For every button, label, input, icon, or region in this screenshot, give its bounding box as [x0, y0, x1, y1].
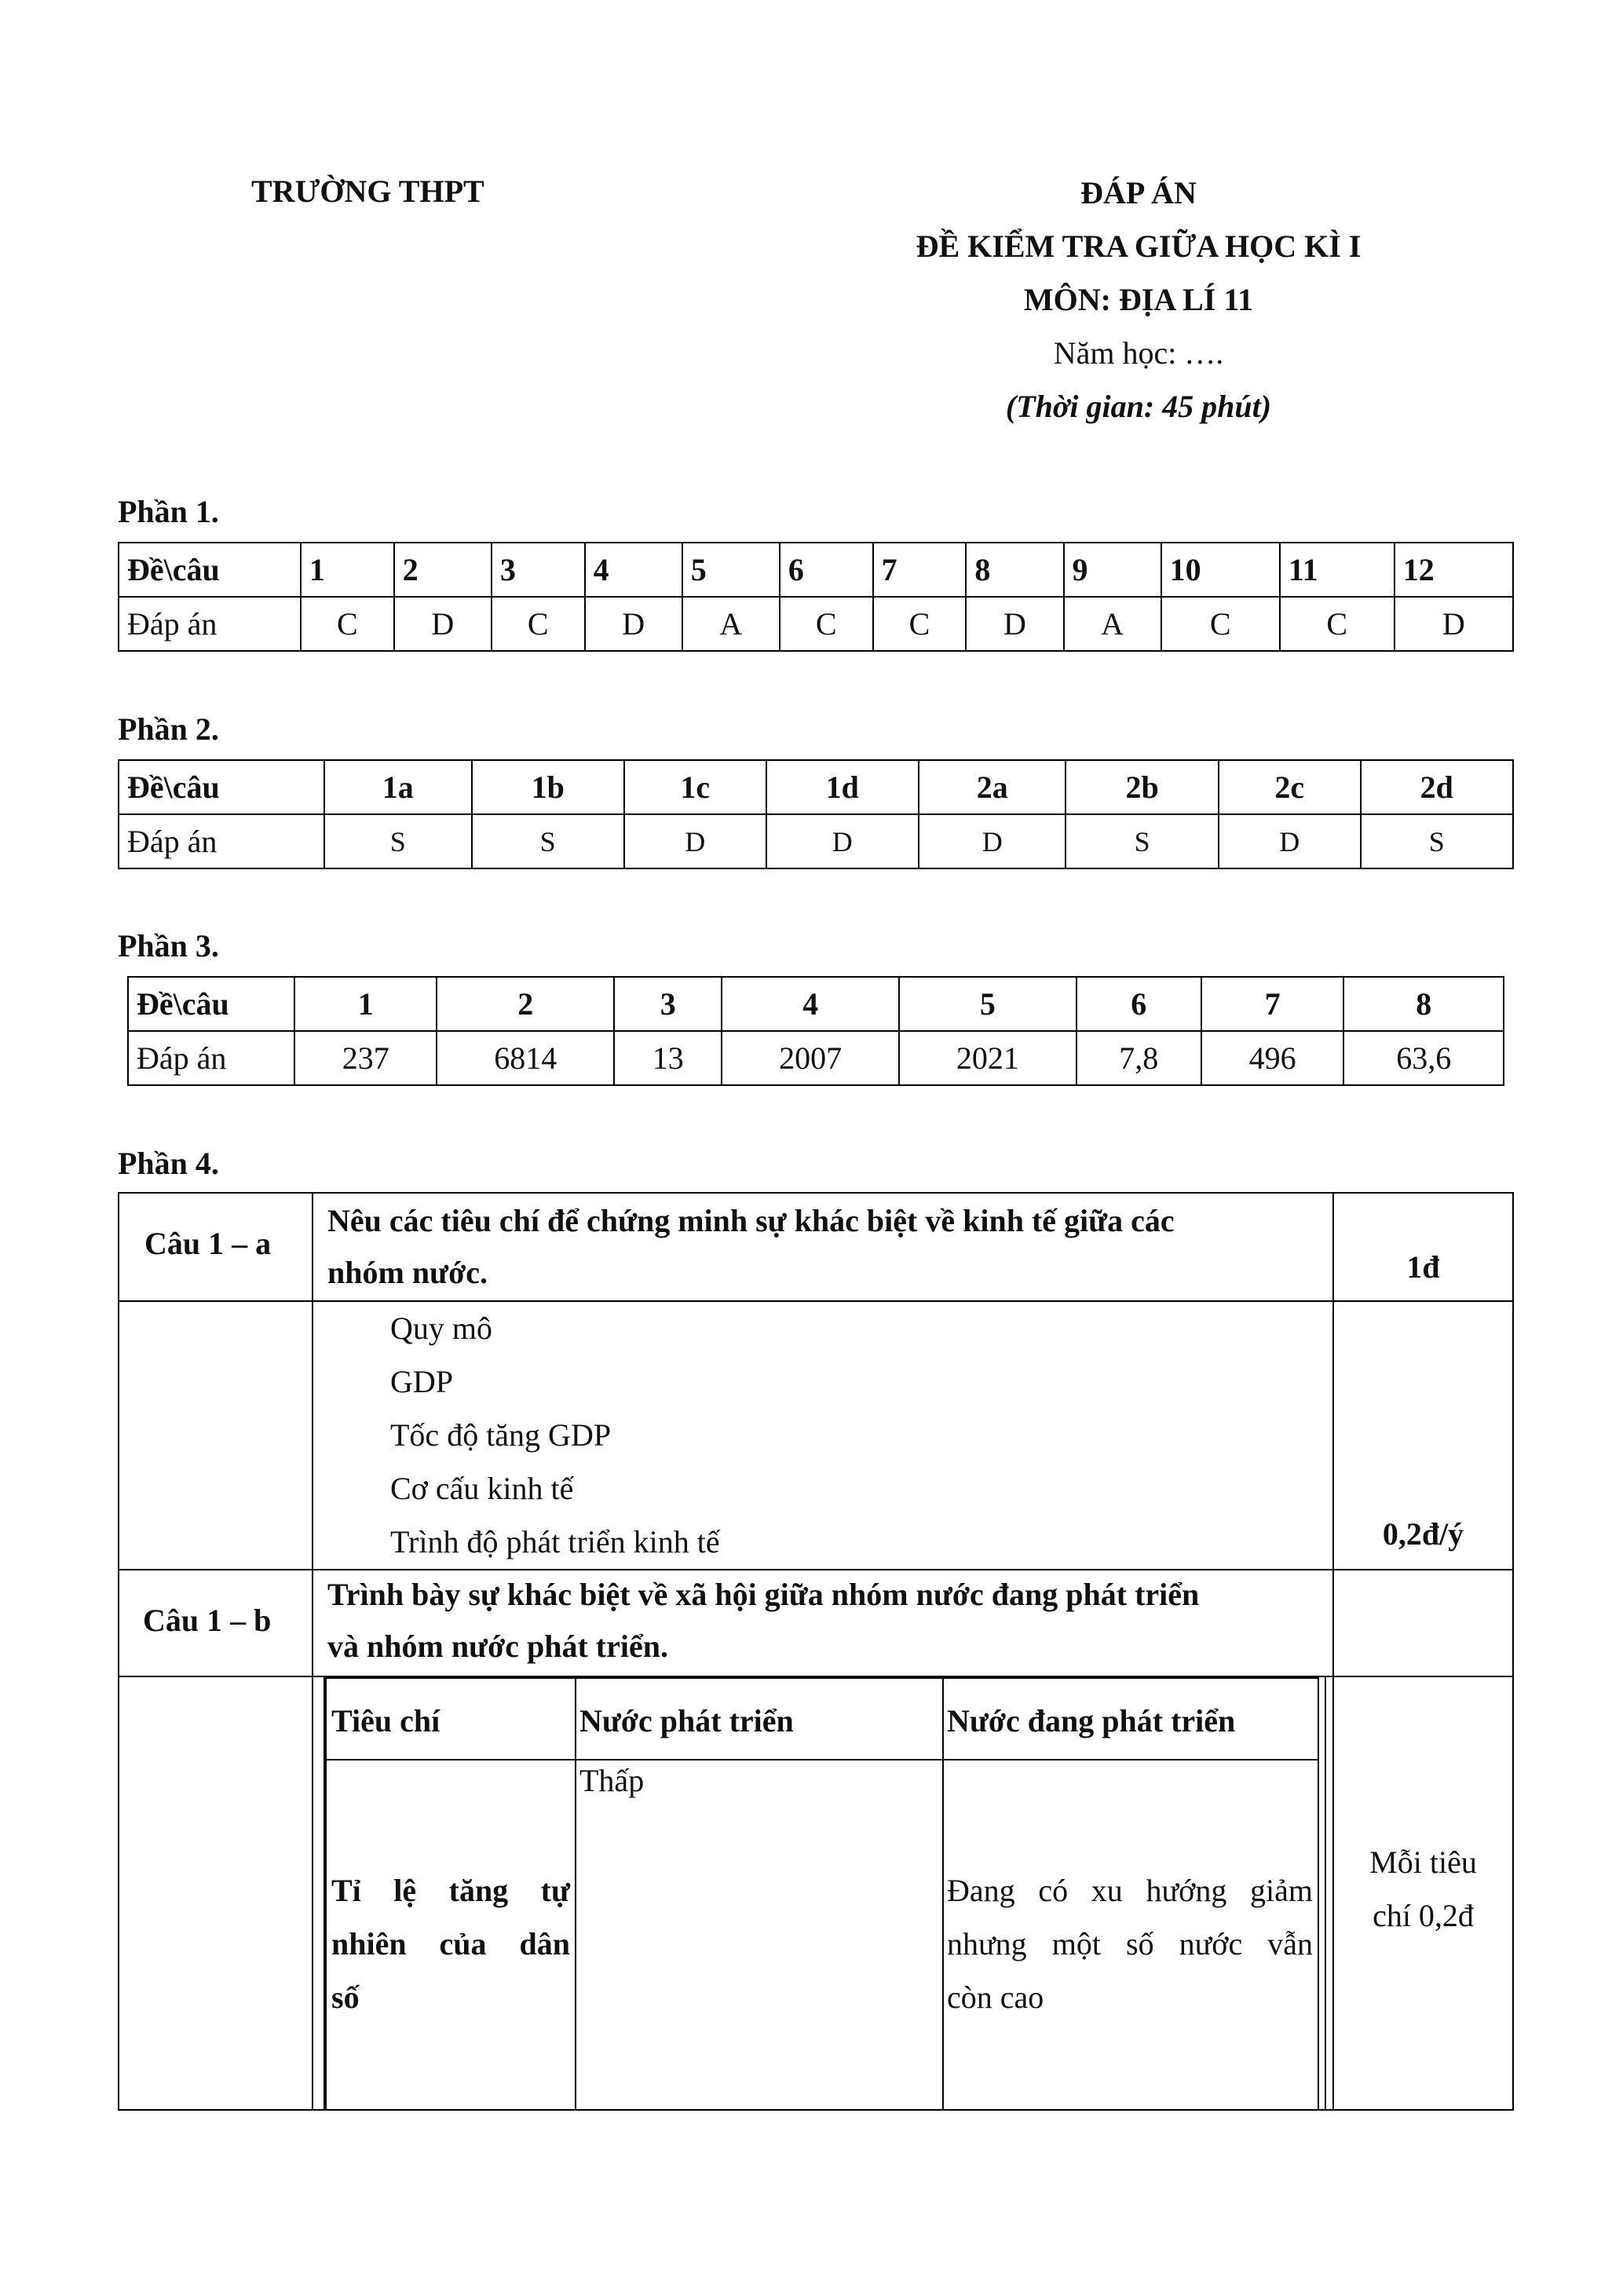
answer-cell: 63,6 — [1343, 1031, 1504, 1085]
document-header — [785, 166, 1492, 433]
answer-cell: D — [624, 814, 766, 868]
points-value: 1đ — [1406, 1249, 1440, 1285]
row-divider — [327, 1759, 1318, 1760]
question-label: Câu 1 – b — [143, 1603, 272, 1638]
school-name: TRƯỜNG THPT — [251, 174, 484, 209]
answer-cell: C — [301, 597, 394, 651]
list-item: Tốc độ tăng GDP — [390, 1417, 612, 1453]
question-cell: 4 — [722, 977, 899, 1031]
question-cell: 1 — [301, 543, 394, 597]
question-text-line: Trình bày sự khác biệt về xã hội giữa nhóm nước đang phát triển — [327, 1577, 1200, 1612]
column-divider — [942, 1679, 944, 2111]
answer-cell: D — [919, 814, 1066, 868]
school-year: Năm học: …. — [1053, 335, 1224, 371]
question-cell: 2c — [1219, 760, 1361, 814]
part4-answer-table — [118, 1192, 1514, 2111]
question-text — [327, 1195, 1175, 1299]
question-cell: 4 — [585, 543, 682, 597]
question-cell: 11 — [1280, 543, 1395, 597]
answer-cell: 7,8 — [1077, 1031, 1201, 1085]
question-cell: 6 — [1077, 977, 1201, 1031]
answer-cell: 2021 — [899, 1031, 1077, 1085]
table-header-row — [128, 977, 1504, 1031]
exam-title: ĐỀ KIỂM TRA GIỮA HỌC KÌ I — [916, 229, 1362, 264]
question-cell: 7 — [1201, 977, 1343, 1031]
column-header: Nước đang phát triển — [947, 1703, 1236, 1738]
answer-cell: D — [585, 597, 682, 651]
answer-cell: S — [324, 814, 472, 868]
question-text-line: và nhóm nước phát triển. — [327, 1629, 668, 1664]
points-value: 0,2đ/ý — [1382, 1516, 1464, 1552]
column-divider — [312, 1194, 313, 2109]
list-item: Trình độ phát triển kinh tế — [390, 1524, 720, 1559]
table-answer-row — [128, 1031, 1504, 1085]
question-cell: 7 — [873, 543, 967, 597]
column-divider — [575, 1679, 576, 2111]
developed-value: Thấp — [579, 1763, 645, 1798]
question-cell: 1c — [624, 760, 766, 814]
answer-cell: D — [966, 597, 1063, 651]
question-cell: 8 — [966, 543, 1063, 597]
question-cell: 2b — [1066, 760, 1218, 814]
question-cell: 2 — [437, 977, 614, 1031]
part2-answer-table — [118, 759, 1514, 869]
part3-answer-table — [127, 976, 1504, 1086]
question-cell: 6 — [780, 543, 873, 597]
row-label: Đề\câu — [119, 543, 301, 597]
answer-cell: 6814 — [437, 1031, 614, 1085]
answer-cell: C — [1161, 597, 1280, 651]
question-cell: 10 — [1161, 543, 1280, 597]
question-text-line: Nêu các tiêu chí để chứng minh sự khác biệt về kinh tế giữa các — [327, 1203, 1175, 1238]
part1-title: Phần 1. — [118, 494, 219, 529]
list-item: Cơ cấu kinh tế — [390, 1471, 574, 1506]
question-cell: 1 — [294, 977, 437, 1031]
row-label: Đáp án — [128, 1031, 294, 1085]
answer-cell: C — [780, 597, 873, 651]
row-label: Đề\câu — [128, 977, 294, 1031]
answer-cell: 13 — [614, 1031, 722, 1085]
answer-cell: A — [1064, 597, 1161, 651]
exam-duration: (Thời gian: 45 phút) — [1005, 389, 1272, 424]
question-cell: 2 — [394, 543, 492, 597]
question-cell: 1d — [766, 760, 919, 814]
criteria-list — [390, 1302, 720, 1569]
developing-line: còn cao — [947, 1980, 1044, 2015]
table-header-row — [119, 760, 1513, 814]
column-divider — [1325, 1676, 1326, 2109]
question-cell: 5 — [899, 977, 1077, 1031]
question-cell: 9 — [1064, 543, 1161, 597]
row-label: Đáp án — [119, 597, 301, 651]
column-divider — [1332, 1194, 1334, 2109]
part1-answer-table — [118, 542, 1514, 652]
part4-title: Phần 4. — [118, 1146, 219, 1181]
answer-cell: S — [1066, 814, 1218, 868]
answer-key-title: ĐÁP ÁN — [1080, 175, 1197, 210]
row-divider — [119, 1300, 1512, 1302]
table-answer-row — [119, 597, 1513, 651]
developing-line: nhưng một số nước vẫn — [947, 1926, 1313, 1961]
list-item: Quy mô — [390, 1311, 492, 1346]
criterion-line: số — [331, 1980, 360, 2015]
answer-cell: C — [873, 597, 967, 651]
answer-cell: 237 — [294, 1031, 437, 1085]
answer-cell: D — [1395, 597, 1513, 651]
answer-cell: S — [1361, 814, 1513, 868]
question-text-line: nhóm nước. — [327, 1255, 488, 1290]
answer-cell: A — [682, 597, 780, 651]
criterion-cell — [331, 1864, 570, 2024]
answer-cell: 2007 — [722, 1031, 899, 1085]
points-line: Mỗi tiêu — [1369, 1844, 1477, 1880]
answer-cell: 496 — [1201, 1031, 1343, 1085]
developing-value — [947, 1864, 1313, 2024]
question-cell: 1b — [472, 760, 624, 814]
points-value — [1332, 1836, 1514, 1943]
question-text — [327, 1569, 1199, 1673]
question-cell: 3 — [614, 977, 722, 1031]
column-header: Nước phát triển — [579, 1703, 794, 1738]
criterion-line: Tỉ lệ tăng tự — [331, 1873, 570, 1908]
table-answer-row — [119, 814, 1513, 868]
question-label: Câu 1 – a — [144, 1226, 272, 1261]
row-label: Đáp án — [119, 814, 324, 868]
answer-cell: D — [1219, 814, 1361, 868]
column-header: Tiêu chí — [331, 1703, 440, 1738]
subject-title: MÔN: ĐỊA LÍ 11 — [1023, 282, 1254, 317]
answer-cell: S — [472, 814, 624, 868]
question-cell: 2d — [1361, 760, 1513, 814]
question-cell: 1a — [324, 760, 472, 814]
row-label: Đề\câu — [119, 760, 324, 814]
table-header-row — [119, 543, 1513, 597]
social-difference-table — [325, 1677, 1319, 2111]
list-item: GDP — [390, 1364, 454, 1399]
answer-cell: C — [1280, 597, 1395, 651]
developing-line: Đang có xu hướng giảm — [947, 1873, 1313, 1908]
criterion-line: nhiên của dân — [331, 1926, 570, 1961]
part3-title: Phần 3. — [118, 928, 219, 963]
points-line: chí 0,2đ — [1373, 1898, 1474, 1933]
answer-cell: D — [766, 814, 919, 868]
question-cell: 12 — [1395, 543, 1513, 597]
answer-cell: C — [492, 597, 585, 651]
question-cell: 5 — [682, 543, 780, 597]
question-cell: 8 — [1343, 977, 1504, 1031]
answer-cell: D — [394, 597, 492, 651]
part2-title: Phần 2. — [118, 711, 219, 747]
question-cell: 2a — [919, 760, 1066, 814]
question-cell: 3 — [492, 543, 585, 597]
